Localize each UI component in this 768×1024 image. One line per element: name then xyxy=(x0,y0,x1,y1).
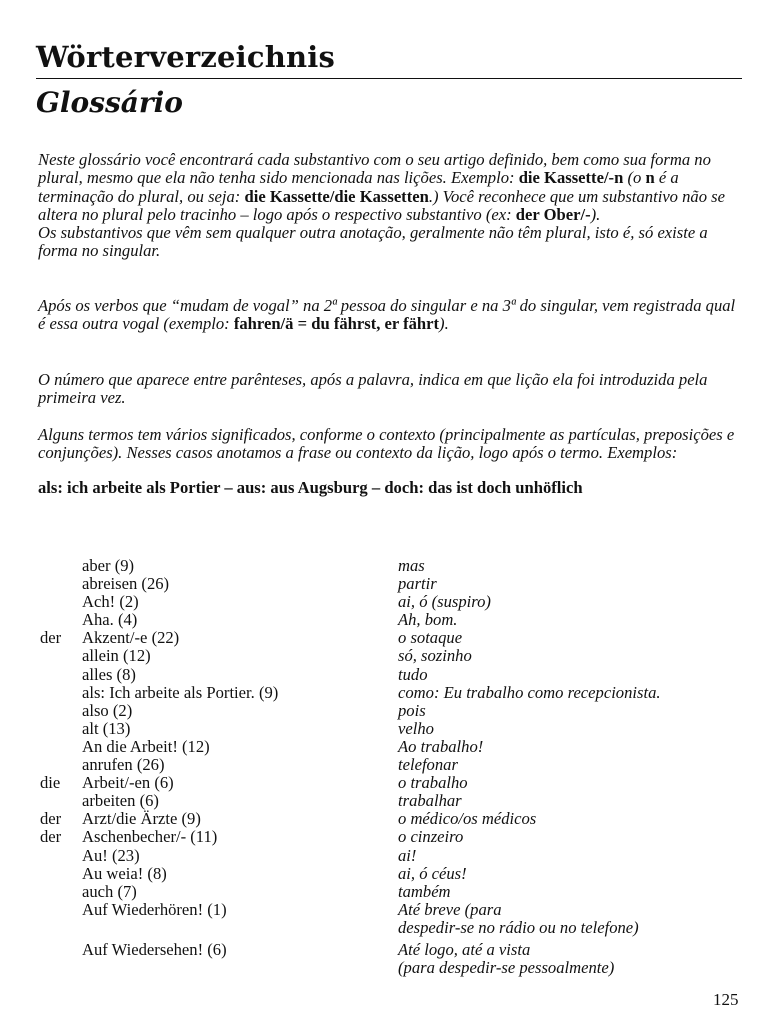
entry-term: alt (13) xyxy=(82,718,131,738)
intro-paragraph-lesson-number: O número que aparece entre parênteses, após a palavra, indica em que lição ela foi introduzida pela primeira vez. xyxy=(38,370,708,408)
title-divider xyxy=(36,78,742,79)
page-number: 125 xyxy=(713,990,739,1009)
glossary-entry xyxy=(40,958,740,976)
entry-term: Akzent/-e (22) xyxy=(82,628,180,648)
entry-term: Aschenbecher/- (11) xyxy=(82,827,218,847)
entry-translation: despedir-se no rádio ou no telefone) xyxy=(398,917,639,937)
glossary-entry xyxy=(40,864,740,882)
intro-example-bold: die Kassette/die Kassetten xyxy=(244,186,429,206)
entry-translation: tudo xyxy=(398,664,428,684)
intro-text: é a terminação do plural, ou seja: xyxy=(38,168,679,206)
entry-term: Au! (23) xyxy=(82,845,140,865)
intro-example-bold: n xyxy=(645,168,655,188)
intro-text: .) Você reconhece que um substantivo não se altera no plural pelo tracinho – logo após o respectivo substantivo (ex: xyxy=(38,186,725,224)
glossary-entry xyxy=(40,918,740,936)
glossary-entry xyxy=(40,701,740,719)
entry-term: aber (9) xyxy=(82,556,135,575)
entry-translation: o cinzeiro xyxy=(398,827,464,847)
entry-translation: o trabalho xyxy=(398,773,468,793)
intro-example-bold: fahren/ä = du fährst, er fährt xyxy=(233,314,440,334)
entry-translation: pois xyxy=(398,700,426,720)
entry-translation: (para despedir-se pessoalmente) xyxy=(398,958,615,978)
glossary-entry xyxy=(40,574,740,592)
glossary-entry xyxy=(40,665,740,683)
entry-article: die xyxy=(40,773,61,793)
intro-example-bold: der Ober/- xyxy=(515,204,591,224)
entry-translation: também xyxy=(398,881,451,901)
entry-translation: telefonar xyxy=(398,755,458,775)
entry-term: Auf Wiederhören! (1) xyxy=(82,899,227,919)
glossary-entry xyxy=(40,628,740,646)
entry-translation: ai! xyxy=(398,845,417,865)
entry-term: allein (12) xyxy=(82,646,151,666)
glossary-entry xyxy=(40,646,740,664)
intro-examples: als: ich arbeite als Portier – aus: aus Augsburg – doch: das ist doch unhöflich xyxy=(38,478,583,497)
page-title-german: Wörterverzeichnis xyxy=(36,40,336,74)
glossary-entry xyxy=(40,846,740,864)
entry-translation: o sotaque xyxy=(398,628,463,648)
entry-translation: ai, ó (suspiro) xyxy=(398,592,491,612)
entry-term: Arzt/die Ärzte (9) xyxy=(82,809,201,829)
intro-paragraph-plural xyxy=(38,151,738,261)
entry-term: alles (8) xyxy=(82,664,136,684)
glossary-entry xyxy=(40,940,740,958)
intro-text: Os substantivos que vêm sem qualquer outra anotação, geralmente não têm plural, isto é, só existe a forma no singular. xyxy=(38,223,708,261)
intro-paragraph-meanings: Alguns termos tem vários significados, conforme o contexto (principalmente as partículas, preposições e conjunções). Nesses casos anotamos a frase ou contexto da lição, logo após o termo. Exemplos: xyxy=(38,425,735,463)
glossary-entry xyxy=(40,827,740,845)
page-title-portuguese: Glossário xyxy=(36,86,183,119)
entry-translation: só, sozinho xyxy=(398,646,472,666)
intro-text: ). xyxy=(439,314,449,334)
glossary-entry xyxy=(40,556,740,574)
glossary-entry xyxy=(40,592,740,610)
entry-article: der xyxy=(40,809,62,829)
entry-article: der xyxy=(40,827,62,847)
glossary-entry xyxy=(40,755,740,773)
entry-translation: Até breve (para xyxy=(398,899,502,919)
glossary-entry xyxy=(40,773,740,791)
entry-term: Auf Wiedersehen! (6) xyxy=(82,939,227,959)
entry-term: Au weia! (8) xyxy=(82,863,167,883)
entry-translation: partir xyxy=(398,574,437,594)
entry-translation: Ah, bom. xyxy=(398,610,458,630)
glossary-entry xyxy=(40,719,740,737)
glossary-entry xyxy=(40,791,740,809)
intro-text: Neste glossário você encontrará cada substantivo com o seu artigo definido, bem como sua forma no plural, mesmo que ela não tenha sido mencionada nas lições. Exemplo: xyxy=(38,150,711,188)
entry-translation: velho xyxy=(398,718,434,738)
entry-term: also (2) xyxy=(82,700,133,720)
intro-example-bold: die Kassette/-n xyxy=(518,168,624,188)
entry-term: arbeiten (6) xyxy=(82,791,159,811)
glossary-entry xyxy=(40,882,740,900)
glossary-entry xyxy=(40,737,740,755)
intro-text: ). xyxy=(590,204,601,224)
entry-translation: como: Eu trabalho como recepcionista. xyxy=(398,682,661,702)
entry-term: auch (7) xyxy=(82,881,137,901)
entry-term: An die Arbeit! (12) xyxy=(82,736,210,756)
entry-translation: trabalhar xyxy=(398,791,462,811)
entry-term: Ach! (2) xyxy=(82,592,139,612)
entry-term: als: Ich arbeite als Portier. (9) xyxy=(82,682,279,702)
glossary-entry xyxy=(40,610,740,628)
entry-term: Arbeit/-en (6) xyxy=(82,773,174,793)
glossary-list xyxy=(40,556,740,976)
entry-article: der xyxy=(40,628,62,648)
entry-translation: Ao trabalho! xyxy=(398,736,484,756)
entry-term: anrufen (26) xyxy=(82,755,165,775)
entry-translation: ai, ó céus! xyxy=(398,863,467,883)
entry-term: Aha. (4) xyxy=(82,610,138,630)
glossary-entry xyxy=(40,683,740,701)
intro-paragraph-vowel-change xyxy=(38,297,738,334)
entry-translation: mas xyxy=(398,556,425,575)
entry-translation: Até logo, até a vista xyxy=(398,939,531,959)
glossary-entry xyxy=(40,809,740,827)
glossary-entry xyxy=(40,900,740,918)
entry-translation: o médico/os médicos xyxy=(398,809,537,829)
entry-term: abreisen (26) xyxy=(82,574,170,594)
intro-text: Após os verbos que “mudam de vogal” na 2ª pessoa do singular e na 3ª do singular, vem registrada qual é essa outra vogal (exemplo: xyxy=(38,296,736,334)
intro-text: (o xyxy=(623,168,646,188)
